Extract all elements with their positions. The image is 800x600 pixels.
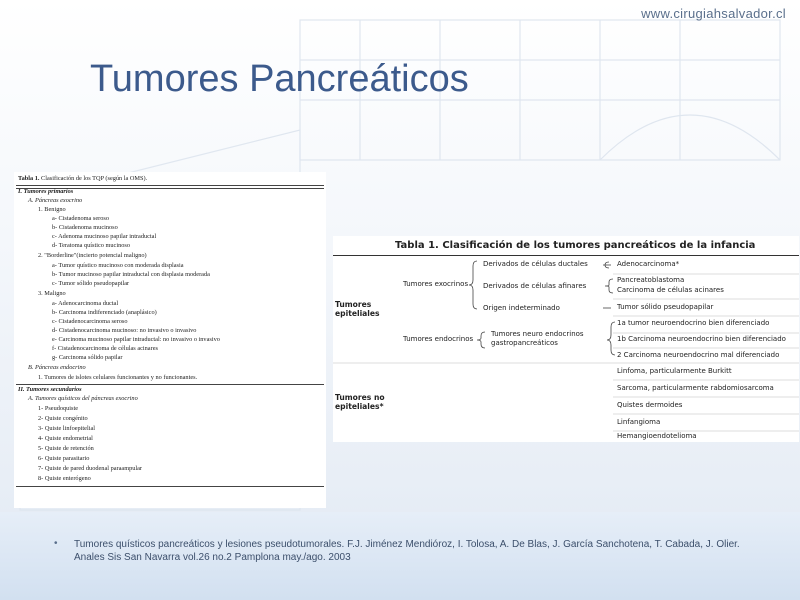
pancreatoblastoma: Pancreatoblastoma [617,276,685,284]
table-row: 1- Pseudoquiste [38,405,79,412]
table-row: 5- Quiste de retención [38,445,94,452]
table-row: f- Cistadenocarcinoma de células acinares [52,345,158,352]
tumor-solido: Tumor sólido pseudopapilar [617,303,714,311]
table-row: a- Cistadenoma seroso [52,215,110,222]
table-caption: Tabla 1. Clasificación de los tumores pancreáticos de la infancia [395,240,756,251]
derivados-acinares: Derivados de células afinares [483,282,587,290]
derivados-ductales: Derivados de células ductales [483,260,588,268]
table-row: c- Cistadenocarcinoma seroso [52,318,128,325]
group-epiteliales: Tumores epiteliales [335,300,380,318]
pediatric-classification-table [333,236,799,442]
table-row: b- Carcinoma indiferenciado (anaplásico) [52,309,157,316]
table-row: I. Tumores primarios [18,188,74,195]
table-row: b- Cistadenoma mucinoso [52,224,118,231]
tumores-exocrinos: Tumores exocrinos [403,280,469,288]
table-row: c- Adenoma mucinoso papilar intraductal [52,233,157,240]
table-row: 3. Maligno [38,290,66,297]
neuro-endocrinos-line1: Tumores neuro endocrinos [491,330,584,338]
no-epi-item: Quistes dermoides [617,401,683,409]
table-row: II. Tumores secundarios [18,386,82,393]
table-row: A. Páncreas exocrino [28,197,83,204]
tumores-endocrinos: Tumores endocrinos [403,335,474,343]
origen-indeterminado: Origen indeterminado [483,304,560,312]
table-caption [18,175,147,182]
table-row: c- Tumor sólido pseudopapilar [52,280,130,287]
no-epi-item: Sarcoma, particularmente rabdomiosarcoma [617,384,774,392]
table-row: a- Adenocarcinoma ductal [52,300,119,307]
neuro-1b: 1b Carcinoma neuroendocrino bien diferenciado [617,335,786,343]
group-no-epiteliales: Tumores no epiteliales* [335,393,385,411]
carcinoma-acinares: Carcinoma de células acinares [617,286,724,294]
table-row: d- Cistadenocarcinoma mucinoso: no invasivo o invasivo [52,327,197,334]
table-row: e- Carcinoma mucinoso papilar intraductal: no invasivo o invasivo [52,336,220,343]
no-epi-item: Hemangioendotelioma [617,432,697,440]
table-row: a- Tumor quístico mucinoso con moderada displasia [52,262,184,269]
table-row: 8- Quiste enterógeno [38,475,91,482]
table-row: b- Tumor mucinoso papilar intraductal con displasia moderada [52,271,210,278]
table-row: d- Teratoma quístico mucinoso [52,242,130,249]
table-row: A. Tumores quísticos del páncreas exocrino [28,395,138,402]
who-classification-table [14,172,326,508]
table-row: g- Carcinoma sólido papilar [52,354,123,361]
table-row: 1. Tumores de islotes celulares funcionantes y no funcionantes. [38,374,198,381]
slide-title: Tumores Pancreáticos [90,58,469,100]
no-epi-item: Linfangioma [617,418,661,426]
table-row: B. Páncreas endocrino [28,364,86,371]
table-row: 1. Benigno [38,206,66,213]
table-row: 2- Quiste congénito [38,415,88,422]
reference-citation: Tumores quísticos pancreáticos y lesiones pseudotumorales. F.J. Jiménez Mendióroz, I. Tolosa, A. De Blas, J. García Sanchotena, T. Cabada, J. Olier. Anales Sis San Navarra vol.26 no.2 Pamplona may./ago. 2003 [74,539,740,563]
table-row: 3- Quiste linfoepitelial [38,425,96,432]
table-row: 2. "Borderline"(incierto potencial maligno) [38,252,147,259]
table-row: 4- Quiste endometrial [38,435,93,442]
neuro-1a: 1a tumor neuroendocrino bien diferenciado [617,319,770,327]
table-row: 7- Quiste de pared duodenal paraampular [38,465,143,472]
table-row: 6- Quiste parasitario [38,455,90,462]
caption-text: Clasificación de los TQP (según la OMS). [41,175,148,182]
site-url: www.cirugiahsalvador.cl [641,6,786,21]
adenocarcinoma: Adenocarcinoma* [617,260,680,268]
caption-label: Tabla 1. [18,175,40,182]
bullet-icon: • [54,538,58,549]
neuro-endocrinos-line2: gastropancreáticos [491,339,558,347]
neuro-2: 2 Carcinoma neuroendocrino mal diferenciado [617,351,780,359]
no-epi-item: Linfoma, particularmente Burkitt [617,367,732,375]
